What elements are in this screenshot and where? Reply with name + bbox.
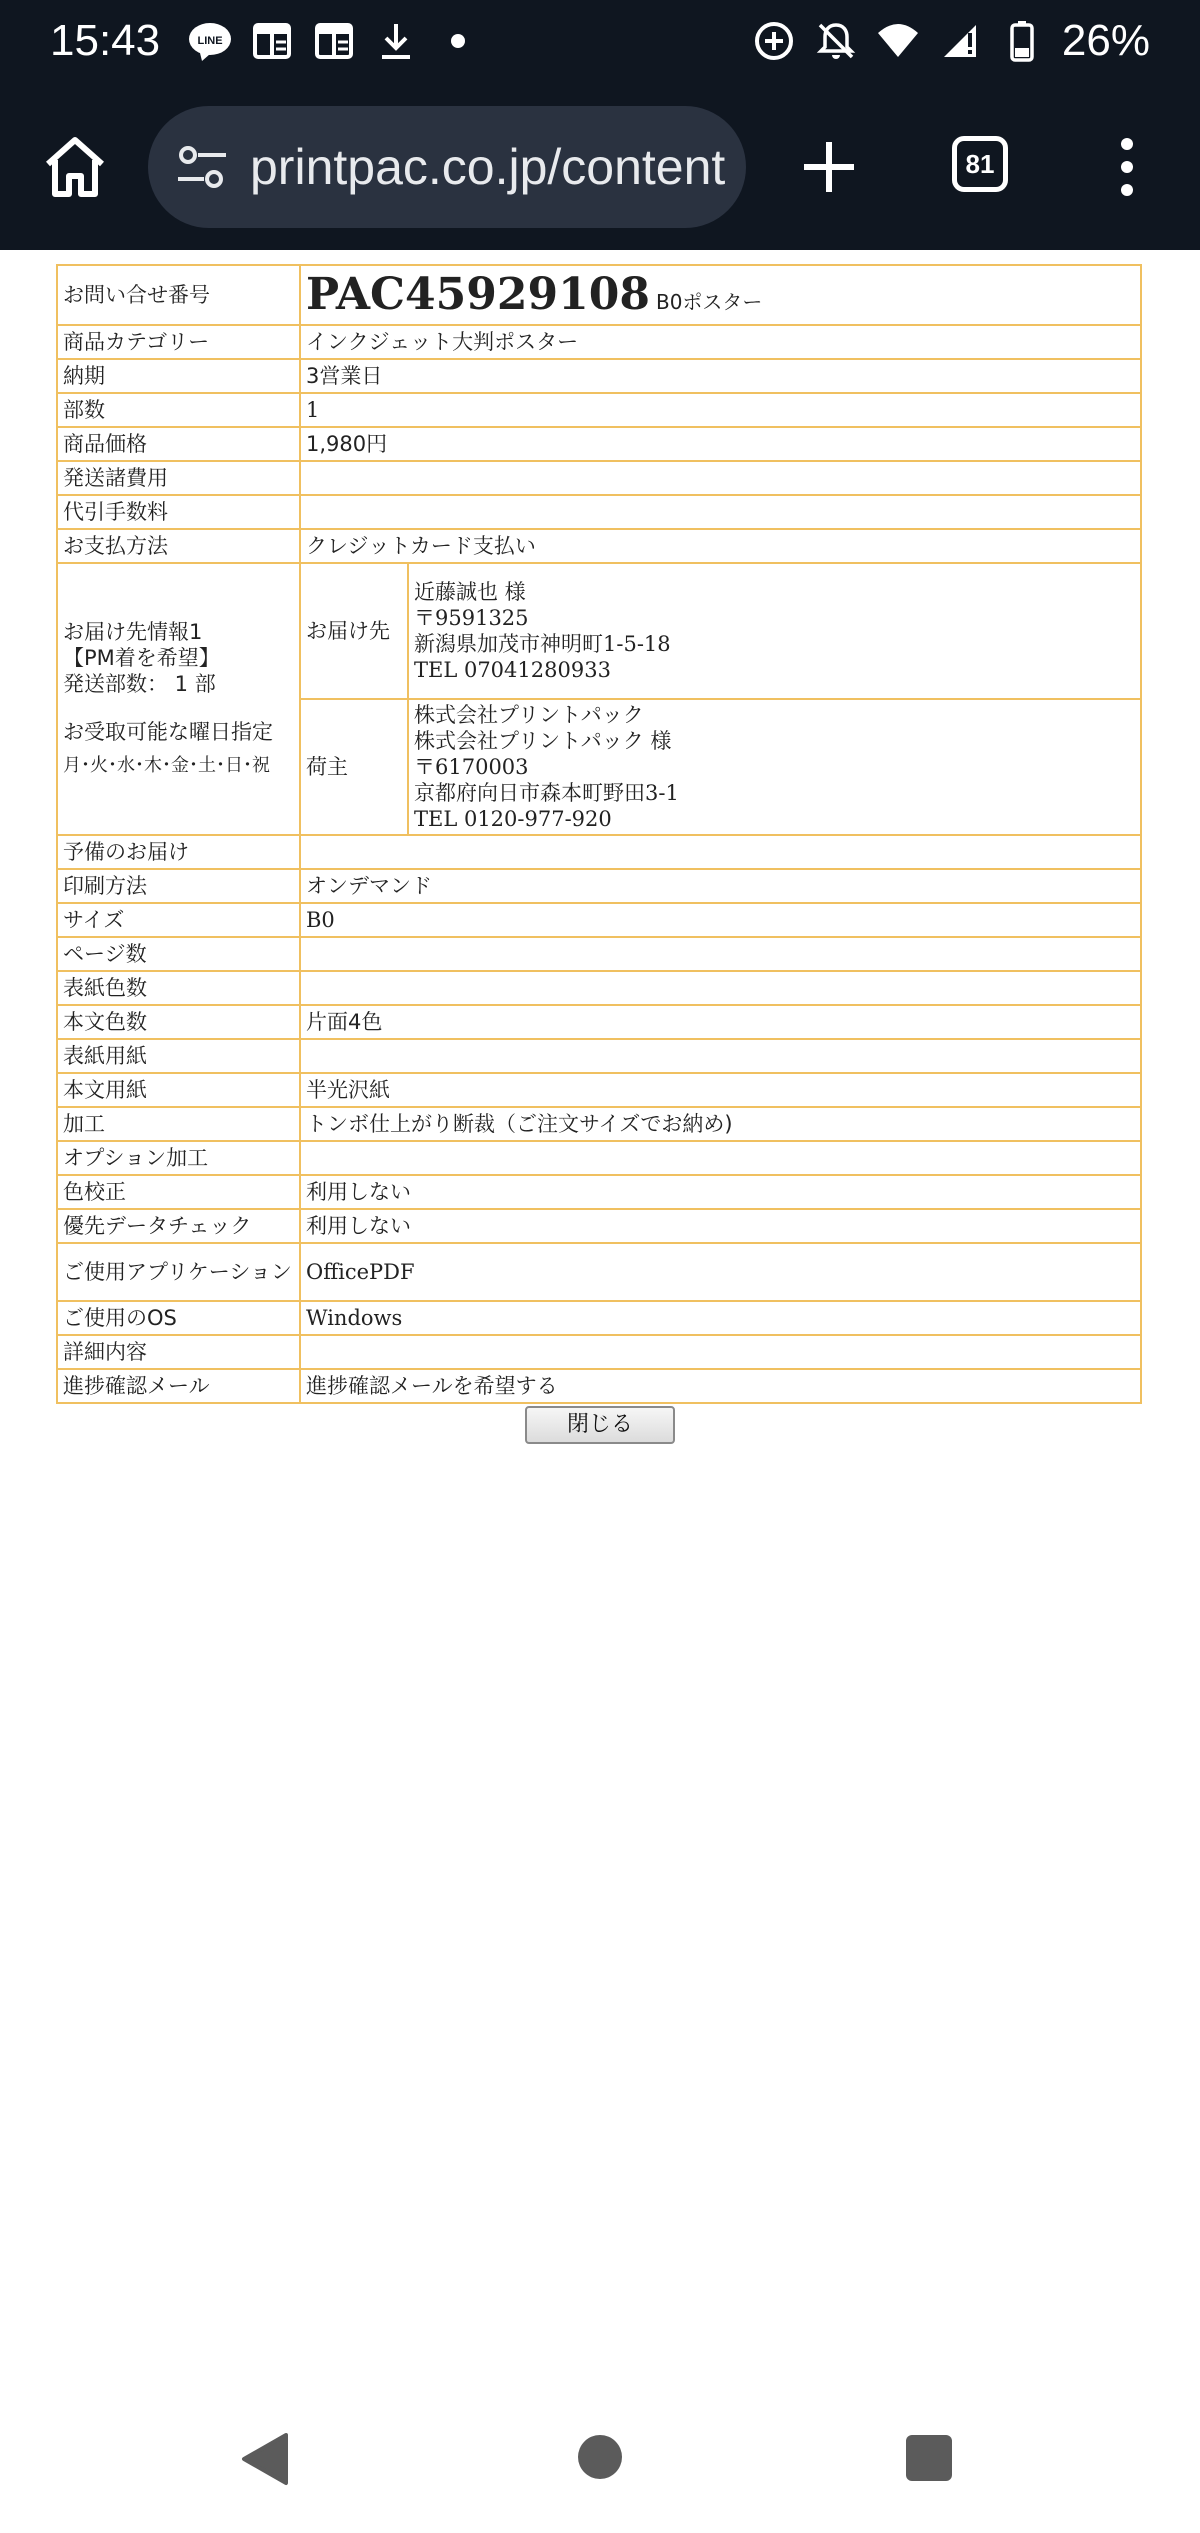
row-label: ご使用アプリケーション	[57, 1243, 300, 1301]
table-row	[57, 529, 1141, 563]
table-row	[57, 265, 1141, 325]
row-value: トンボ仕上がり断裁（ご注文サイズでお納め)	[300, 1107, 1141, 1141]
inquiry-value	[300, 265, 1141, 325]
table-row	[57, 1209, 1141, 1243]
table-row	[57, 495, 1141, 529]
svg-text:LINE: LINE	[197, 35, 223, 47]
home-nav-icon[interactable]	[578, 2435, 622, 2479]
row-label: 表紙色数	[57, 971, 300, 1005]
table-row	[57, 903, 1141, 937]
signal-icon	[934, 15, 986, 67]
table-row	[57, 359, 1141, 393]
row-label: 印刷方法	[57, 869, 300, 903]
row-value: B0	[300, 903, 1141, 937]
delivery-time-pref: 【PM着を希望】	[63, 646, 220, 670]
row-value	[300, 1039, 1141, 1073]
address-bar[interactable]	[148, 106, 746, 228]
page-content	[0, 250, 1200, 2383]
table-row	[57, 393, 1141, 427]
row-value: 1,980円	[300, 427, 1141, 461]
news-icon	[246, 15, 298, 67]
row-label: 本文用紙	[57, 1073, 300, 1107]
table-row	[57, 869, 1141, 903]
download-icon	[370, 15, 422, 67]
table-row	[57, 1243, 1141, 1301]
recipient-address	[408, 563, 1141, 699]
row-value	[300, 1335, 1141, 1369]
recipient-line: 近藤誠也 様	[414, 580, 526, 604]
row-value: 利用しない	[300, 1209, 1141, 1243]
tab-switcher-button[interactable]	[952, 136, 1008, 192]
recipient-line: 新潟県加茂市神明町1-5-18	[414, 632, 671, 656]
recents-icon[interactable]	[906, 2435, 952, 2481]
row-value	[300, 937, 1141, 971]
table-row	[57, 563, 1141, 699]
row-label: サイズ	[57, 903, 300, 937]
row-label: 進捗確認メール	[57, 1369, 300, 1403]
table-row	[57, 461, 1141, 495]
table-row	[57, 1369, 1141, 1403]
row-value: Windows	[300, 1301, 1141, 1335]
row-value: 半光沢紙	[300, 1073, 1141, 1107]
shipper-line: TEL 0120-977-920	[414, 807, 612, 831]
table-row	[57, 1005, 1141, 1039]
row-value: 1	[300, 393, 1141, 427]
wifi-icon	[872, 15, 924, 67]
site-settings-icon[interactable]	[168, 133, 236, 201]
battery-level: 26%	[1061, 16, 1150, 65]
table-row	[57, 325, 1141, 359]
table-row	[57, 971, 1141, 1005]
inquiry-number: PAC45929108	[306, 269, 650, 320]
row-label: 表紙用紙	[57, 1039, 300, 1073]
more-menu-icon[interactable]	[1110, 136, 1144, 198]
navigation-bar	[0, 2383, 1200, 2533]
row-label: 優先データチェック	[57, 1209, 300, 1243]
data-saver-icon	[748, 15, 800, 67]
row-label: 商品カテゴリー	[57, 325, 300, 359]
home-icon[interactable]	[40, 132, 110, 202]
shipper-line: 株式会社プリントパック 様	[414, 729, 672, 753]
row-value: 片面4色	[300, 1005, 1141, 1039]
back-icon[interactable]	[240, 2431, 290, 2487]
tab-count: 81	[965, 148, 995, 179]
recipient-label: お届け先	[300, 563, 408, 699]
table-row	[57, 1107, 1141, 1141]
row-label: オプション加工	[57, 1141, 300, 1175]
row-label: お支払方法	[57, 529, 300, 563]
row-label: 商品価格	[57, 427, 300, 461]
news-icon	[308, 15, 360, 67]
order-detail-table	[56, 264, 1142, 1404]
table-row	[57, 427, 1141, 461]
row-value	[300, 1141, 1141, 1175]
shipper-line: 株式会社プリントパック	[414, 703, 644, 727]
shipper-label: 荷主	[300, 699, 408, 835]
row-value: 利用しない	[300, 1175, 1141, 1209]
battery-icon	[996, 15, 1048, 67]
row-value	[300, 495, 1141, 529]
dot-icon	[432, 15, 484, 67]
row-label: 予備のお届け	[57, 835, 300, 869]
shipper-line: 〒6170003	[414, 755, 529, 779]
row-value	[300, 835, 1141, 869]
row-label: 加工	[57, 1107, 300, 1141]
row-value: オンデマンド	[300, 869, 1141, 903]
shipper-line: 京都府向日市森本町野田3-1	[414, 781, 679, 805]
delivery-title: お届け先情報1	[63, 620, 203, 644]
row-value	[300, 461, 1141, 495]
table-row	[57, 937, 1141, 971]
row-label: ページ数	[57, 937, 300, 971]
row-label: 部数	[57, 393, 300, 427]
row-value: 進捗確認メールを希望する	[300, 1369, 1141, 1403]
row-value: インクジェット大判ポスター	[300, 325, 1141, 359]
row-label: ご使用のOS	[57, 1301, 300, 1335]
row-label: 詳細内容	[57, 1335, 300, 1369]
row-value	[300, 971, 1141, 1005]
browser-toolbar	[0, 82, 1200, 250]
row-label: 本文色数	[57, 1005, 300, 1039]
table-row	[57, 1301, 1141, 1335]
mute-icon	[810, 15, 862, 67]
row-value: OfficePDF	[300, 1243, 1141, 1301]
delivery-quantity: 発送部数： 1 部	[63, 672, 216, 696]
recipient-line: 〒9591325	[414, 606, 529, 630]
table-row	[57, 835, 1141, 869]
row-label: 納期	[57, 359, 300, 393]
url-text[interactable]: printpac.co.jp/content	[250, 139, 726, 195]
row-label: 代引手数料	[57, 495, 300, 529]
inquiry-product: B0ポスター	[655, 290, 763, 314]
close-button[interactable]: 閉じる	[525, 1406, 675, 1444]
delivery-days-label: お受取可能な曜日指定	[63, 720, 273, 744]
close-area	[0, 1406, 1200, 1444]
status-bar	[0, 0, 1200, 82]
row-label: 発送諸費用	[57, 461, 300, 495]
table-row	[57, 1073, 1141, 1107]
new-tab-icon[interactable]	[796, 134, 862, 200]
table-row	[57, 1141, 1141, 1175]
row-label: 色校正	[57, 1175, 300, 1209]
inquiry-label: お問い合せ番号	[57, 265, 300, 325]
row-value: 3営業日	[300, 359, 1141, 393]
delivery-info-cell	[57, 563, 300, 835]
delivery-days: 月･火･水･木･金･土･日･祝	[63, 755, 270, 776]
line-icon	[184, 15, 236, 67]
shipper-address	[408, 699, 1141, 835]
table-row	[57, 1039, 1141, 1073]
row-value: クレジットカード支払い	[300, 529, 1141, 563]
table-row	[57, 1335, 1141, 1369]
table-row	[57, 1175, 1141, 1209]
recipient-line: TEL 07041280933	[414, 658, 611, 682]
clock: 15:43	[50, 16, 161, 65]
